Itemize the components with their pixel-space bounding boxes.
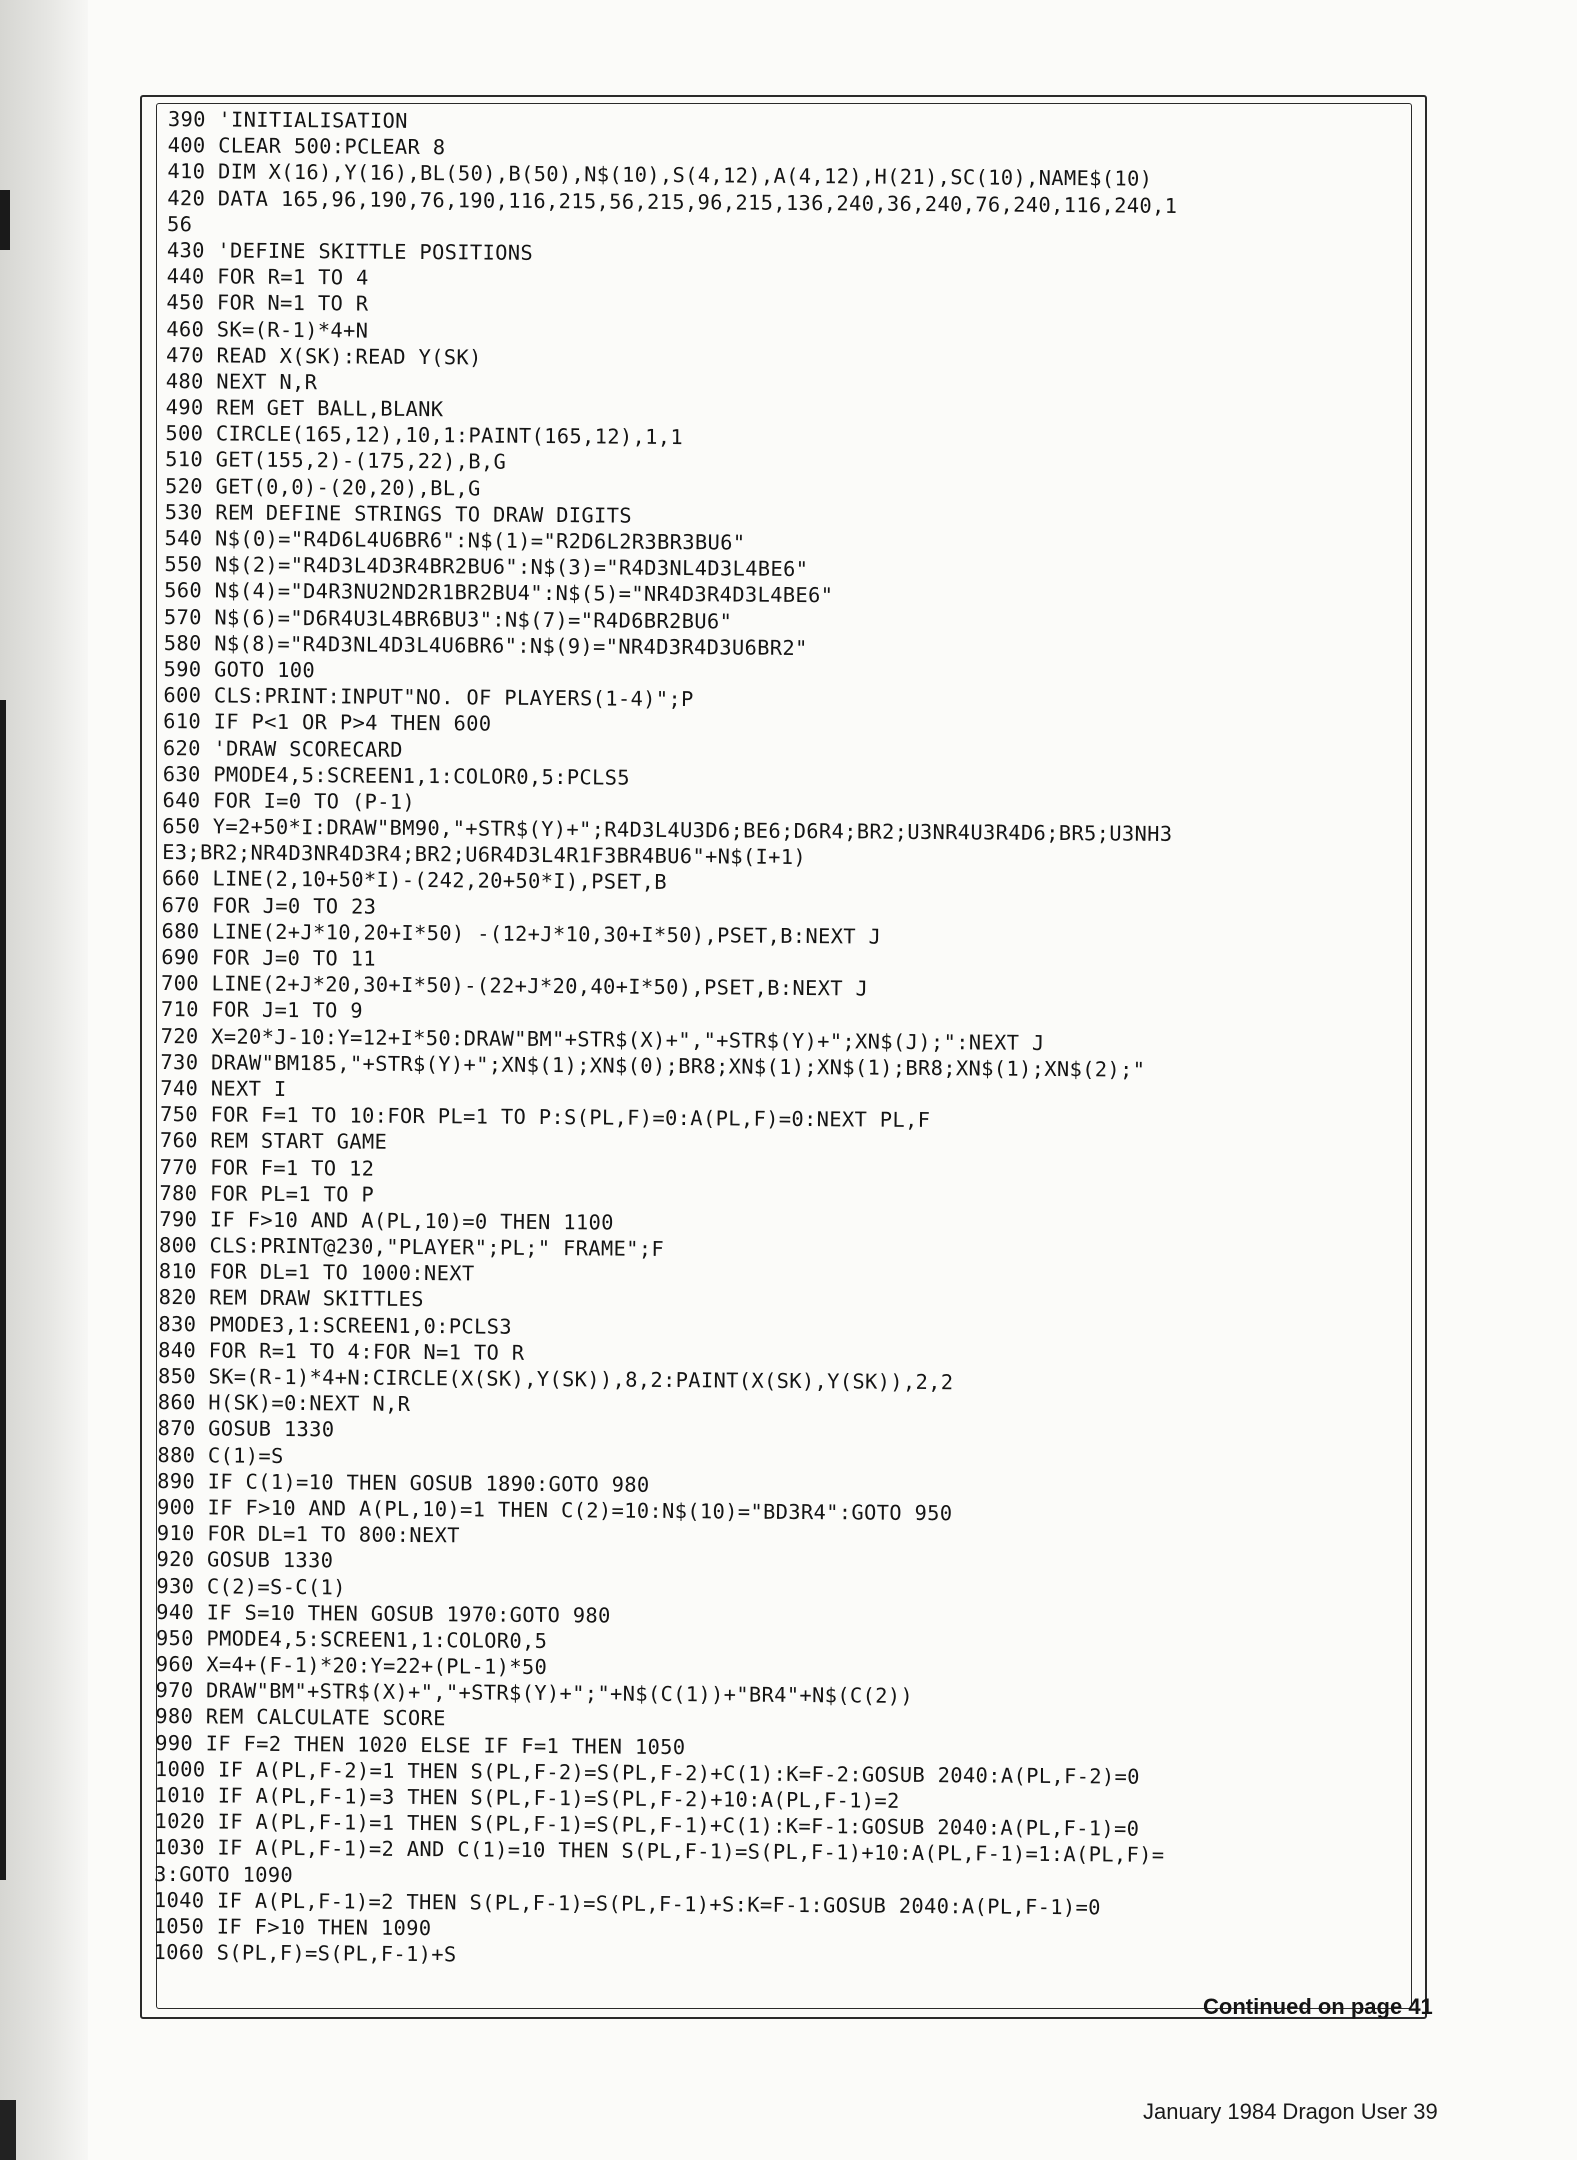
- listing-line: 650 Y=2+50*I:DRAW"BM90,"+STR$(Y)+";R4D3L4U3D6;BE6;D6R4;BR2;U3NR4U3R4D6;BR5;U3NH3: [162, 814, 1173, 846]
- listing-line: 3:GOTO 1090: [154, 1861, 294, 1887]
- listing-line: 780 FOR PL=1 TO P: [159, 1180, 375, 1207]
- listing-line: 630 PMODE4,5:SCREEN1,1:COLOR0,5:PCLS5: [162, 761, 631, 790]
- listing-line: 670 FOR J=0 TO 23: [161, 892, 377, 919]
- listing-line: 430 'DEFINE SKITTLE POSITIONS: [166, 237, 534, 265]
- listing-line: 720 X=20*J-10:Y=12+I*50:DRAW"BM"+STR$(X)+","+STR$(Y)+";XN$(J);":NEXT J: [160, 1023, 1045, 1055]
- listing-line: 890 IF C(1)=10 THEN GOSUB 1890:GOTO 980: [157, 1468, 650, 1497]
- listing-line: 560 N$(4)="D4R3NU2ND2R1BR2BU4":N$(5)="NR4D3R4D3L4BE6": [164, 578, 834, 608]
- listing-line: 870 GOSUB 1330: [157, 1416, 335, 1442]
- listing-line: 860 H(SK)=0:NEXT N,R: [157, 1390, 411, 1417]
- listing-line: 440 FOR R=1 TO 4: [166, 264, 369, 290]
- listing-line: 540 N$(0)="R4D6L4U6BR6":N$(1)="R2D6L2R3BR3BU6": [164, 525, 746, 555]
- listing-line: 580 N$(8)="R4D3NL4D3L4U6BR6":N$(9)="NR4D3R4D3U6BR2": [163, 630, 808, 660]
- listing-line: 610 IF P<1 OR P>4 THEN 600: [163, 709, 492, 736]
- listing-line: 620 'DRAW SCORECARD: [162, 735, 403, 762]
- listing-line: 390 'INITIALISATION: [167, 106, 408, 133]
- listing-line: 550 N$(2)="R4D3L4D3R4BR2BU6":N$(3)="R4D3NL4D3L4BE6": [164, 552, 809, 582]
- listing-line: 1020 IF A(PL,F-1)=1 THEN S(PL,F-1)=S(PL,F-1)+C(1):K=F-1:GOSUB 2040:A(PL,F-1)=0: [154, 1809, 1140, 1841]
- listing-line: 600 CLS:PRINT:INPUT"NO. OF PLAYERS(1-4)";P: [163, 683, 694, 712]
- listing-line: 700 LINE(2+J*20,30+I*50)-(22+J*20,40+I*50),PSET,B:NEXT J: [161, 971, 869, 1001]
- listing-line: 1000 IF A(PL,F-2)=1 THEN S(PL,F-2)=S(PL,F-2)+C(1):K=F-2:GOSUB 2040:A(PL,F-2)=0: [154, 1756, 1140, 1789]
- listing-line: 810 FOR DL=1 TO 1000:NEXT: [158, 1259, 475, 1286]
- listing-line: 960 X=4+(F-1)*20:Y=22+(PL-1)*50: [155, 1652, 548, 1680]
- listing-line: 1050 IF F>10 THEN 1090: [153, 1913, 432, 1941]
- listing-line: 570 N$(6)="D6R4U3L4BR6BU3":N$(7)="R4D6BR2BU6": [163, 604, 733, 634]
- listing-line: 970 DRAW"BM"+STR$(X)+","+STR$(Y)+";"+N$(C(1))+"BR4"+N$(C(2)): [155, 1678, 914, 1709]
- listing-line: 680 LINE(2+J*10,20+I*50) -(12+J*10,30+I*50),PSET,B:NEXT J: [161, 918, 882, 949]
- listing-line: 510 GET(155,2)-(175,22),B,G: [165, 447, 507, 475]
- listing-line: 880 C(1)=S: [157, 1442, 284, 1468]
- listing-line: 590 GOTO 100: [163, 656, 316, 683]
- listing-line: 830 PMODE3,1:SCREEN1,0:PCLS3: [158, 1311, 513, 1339]
- listing-line: 1040 IF A(PL,F-1)=2 THEN S(PL,F-1)=S(PL,F-1)+S:K=F-1:GOSUB 2040:A(PL,F-1)=0: [153, 1887, 1101, 1920]
- listing-line: 730 DRAW"BM185,"+STR$(Y)+";XN$(1);XN$(0);BR8;XN$(1);XN$(1);BR8;XN$(1);XN$(2);": [160, 1049, 1146, 1082]
- listing-line: 56: [166, 211, 193, 236]
- listing-line: 500 CIRCLE(165,12),10,1:PAINT(165,12),1,1: [165, 421, 684, 450]
- listing-line: 820 REM DRAW SKITTLES: [158, 1285, 424, 1312]
- listing-line: 470 READ X(SK):READ Y(SK): [165, 342, 482, 370]
- listing-line: 1060 S(PL,F)=S(PL,F-1)+S: [153, 1940, 457, 1967]
- listing-line: 480 NEXT N,R: [165, 368, 318, 395]
- program-listing: [153, 106, 1418, 1975]
- listing-line: 990 IF F=2 THEN 1020 ELSE IF F=1 THEN 1050: [155, 1730, 686, 1759]
- listing-line: 840 FOR R=1 TO 4:FOR N=1 TO R: [158, 1337, 525, 1365]
- listing-line: 690 FOR J=0 TO 11: [161, 944, 377, 971]
- listing-line: 750 FOR F=1 TO 10:FOR PL=1 TO P:S(PL,F)=0:A(PL,F)=0:NEXT PL,F: [159, 1102, 931, 1133]
- listing-line: 530 REM DEFINE STRINGS TO DRAW DIGITS: [164, 499, 633, 528]
- listing-line: 640 FOR I=0 TO (P-1): [162, 787, 416, 814]
- listing-line: 460 SK=(R-1)*4+N: [166, 316, 369, 343]
- listing-line: 900 IF F>10 AND A(PL,10)=1 THEN C(2)=10:N$(10)="BD3R4":GOTO 950: [156, 1494, 953, 1526]
- listing-line: 1030 IF A(PL,F-1)=2 AND C(1)=10 THEN S(PL,F-1)=S(PL,F-1)+10:A(PL,F-1)=1:A(PL,F)=: [154, 1835, 1165, 1868]
- listing-line: 410 DIM X(16),Y(16),BL(50),B(50),N$(10),S(4,12),A(4,12),H(21),SC(10),NAME$(10): [167, 159, 1153, 192]
- continued-note: Continued on page 41: [1203, 1994, 1433, 2019]
- listing-line: 450 FOR N=1 TO R: [166, 290, 369, 316]
- listing-line: 400 CLEAR 500:PCLEAR 8: [167, 133, 446, 160]
- listing-line: 760 REM START GAME: [159, 1128, 388, 1155]
- listing-line: 790 IF F>10 AND A(PL,10)=0 THEN 1100: [159, 1206, 614, 1235]
- page-footer: January 1984 Dragon User 39: [1143, 2099, 1438, 2124]
- listing-line: 1010 IF A(PL,F-1)=3 THEN S(PL,F-1)=S(PL,F-2)+10:A(PL,F-1)=2: [154, 1782, 900, 1813]
- listing-line: 800 CLS:PRINT@230,"PLAYER";PL;" FRAME";F: [158, 1233, 665, 1261]
- listing-line: 660 LINE(2,10+50*I)-(242,20+50*I),PSET,B: [161, 866, 668, 895]
- listing-line: 710 FOR J=1 TO 9: [160, 997, 364, 1023]
- page-edge-mark: [0, 700, 6, 1880]
- listing-line: 420 DATA 165,96,190,76,190,116,215,56,215,96,215,136,240,36,240,76,240,116,240,1: [167, 185, 1178, 218]
- page-edge-mark: [0, 190, 10, 250]
- listing-line: 930 C(2)=S-C(1): [156, 1573, 346, 1599]
- listing-line: 920 GOSUB 1330: [156, 1547, 334, 1573]
- listing-line: 520 GET(0,0)-(20,20),BL,G: [164, 473, 481, 501]
- listing-line: E3;BR2;NR4D3NR4D3R4;BR2;U6R4D3L4R1F3BR4BU6"+N$(I+1): [162, 840, 807, 870]
- listing-line: 910 FOR DL=1 TO 800:NEXT: [156, 1521, 460, 1548]
- listing-line: 490 REM GET BALL,BLANK: [165, 395, 444, 422]
- page-gutter-shadow: [0, 0, 88, 2160]
- listing-line: 940 IF S=10 THEN GOSUB 1970:GOTO 980: [156, 1599, 611, 1628]
- listing-line: 770 FOR F=1 TO 12: [159, 1154, 375, 1181]
- listing-line: 980 REM CALCULATE SCORE: [155, 1704, 446, 1731]
- listing-line: 950 PMODE4,5:SCREEN1,1:COLOR0,5: [155, 1625, 548, 1653]
- listing-line: 850 SK=(R-1)*4+N:CIRCLE(X(SK),Y(SK)),8,2:PAINT(X(SK),Y(SK)),2,2: [157, 1363, 954, 1395]
- page-edge-mark: [0, 2100, 16, 2160]
- listing-line: 740 NEXT I: [160, 1075, 287, 1101]
